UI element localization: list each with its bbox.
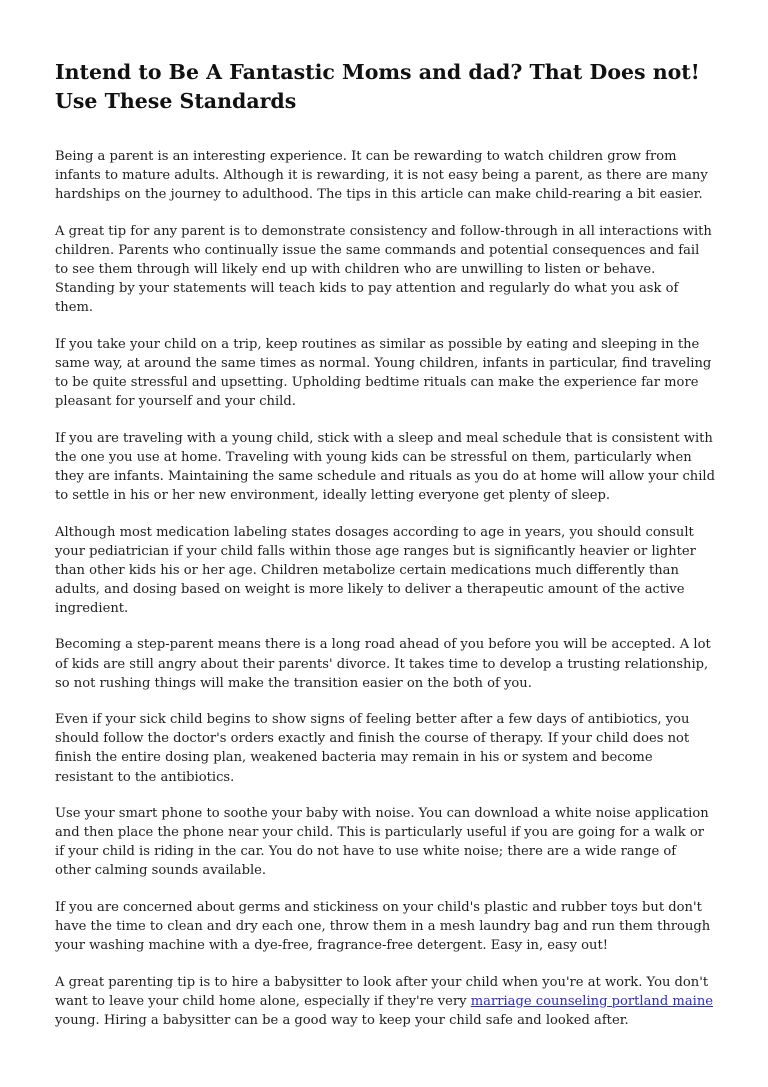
paragraph-step-parent: Becoming a step-parent means there is a long road ahead of you before you will be accepted. A lot of kids are still angry about their parents' divorce. It takes time to develop a trusting relationship, so not rushing things will make the transition easier on the both of you. [55, 637, 711, 691]
paragraph-travel-schedule: If you are traveling with a young child, stick with a sleep and meal schedule that is consistent with the one you use at home. Traveling with young kids can be stressful on them, particularly when they are infants. Maintaining the same schedule and rituals as you do at home will allow your child to settle in his or her new environment, ideally letting everyone get plenty of sleep. [55, 430, 715, 503]
paragraph-trip-routines: If you take your child on a trip, keep routines as similar as possible by eating and sleeping in the same way, at around the same times as normal. Young children, infants in particular, find traveling to be quite stressful and upsetting. Upholding bedtime rituals can make the experience far more pleasant for yourself and your child. [55, 336, 712, 410]
paragraph-consistency: A great tip for any parent is to demonstrate consistency and follow-through in all interactions with children. Parents who continually issue the same commands and potential consequences and fail to see them through will likely end up with children who are unwilling to listen or behave. Standing by your statements will teach kids to pay attention and regularly do what you ask of them. [55, 223, 712, 316]
paragraph-toys-cleaning: If you are concerned about germs and stickiness on your child's plastic and rubber toys but don't have the time to clean and dry each one, throw them in a mesh laundry bag and run them through your washing machine with a dye-free, fragrance-free detergent. Easy in, easy out! [55, 900, 711, 954]
paragraph-antibiotics: Even if your sick child begins to show signs of feeling better after a few days of antibiotics, you should follow the doctor's orders exactly and finish the course of therapy. If your child does not finish the entire dosing plan, weakened bacteria may remain in his or system and become resistant to the antibiotics. [55, 712, 690, 785]
document-page [55, 58, 715, 1048]
paragraph-babysitter [55, 973, 715, 1030]
paragraph-white-noise: Use your smart phone to soothe your baby with noise. You can download a white noise application and then place the phone near your child. This is particularly useful if you are going for a walk or if your child is riding in the car. You do not have to use white noise; there are a wide range of other calming sounds available. [55, 806, 709, 879]
babysitter-text-before-link: A great parenting tip is to hire a babysitter to look after your child when you're at work. You don't want to leave your child home alone, especially if they're very [55, 974, 709, 1009]
babysitter-text-after-link: young. Hiring a babysitter can be a good way to keep your child safe and looked after. [55, 1012, 629, 1028]
paragraph-medication-dosage: Although most medication labeling states dosages according to age in years, you should consult your pediatrician if your child falls within those age ranges but is significantly heavier or lighter than other kids his or her age. Children metabolize certain medications much differently than adults, and dosing based on weight is more likely to deliver a therapeutic amount of the active ingredient. [55, 524, 696, 616]
article-title: Intend to Be A Fantastic Moms and dad? That Does not! Use These Standards [55, 60, 700, 113]
marriage-counseling-link[interactable]: marriage counseling portland maine [470, 993, 713, 1009]
paragraph-intro: Being a parent is an interesting experience. It can be rewarding to watch children grow from infants to mature adults. Although it is rewarding, it is not easy being a parent, as there are many hardships on the journey to adulthood. The tips in this article can make child-rearing a bit easier. [55, 149, 708, 203]
